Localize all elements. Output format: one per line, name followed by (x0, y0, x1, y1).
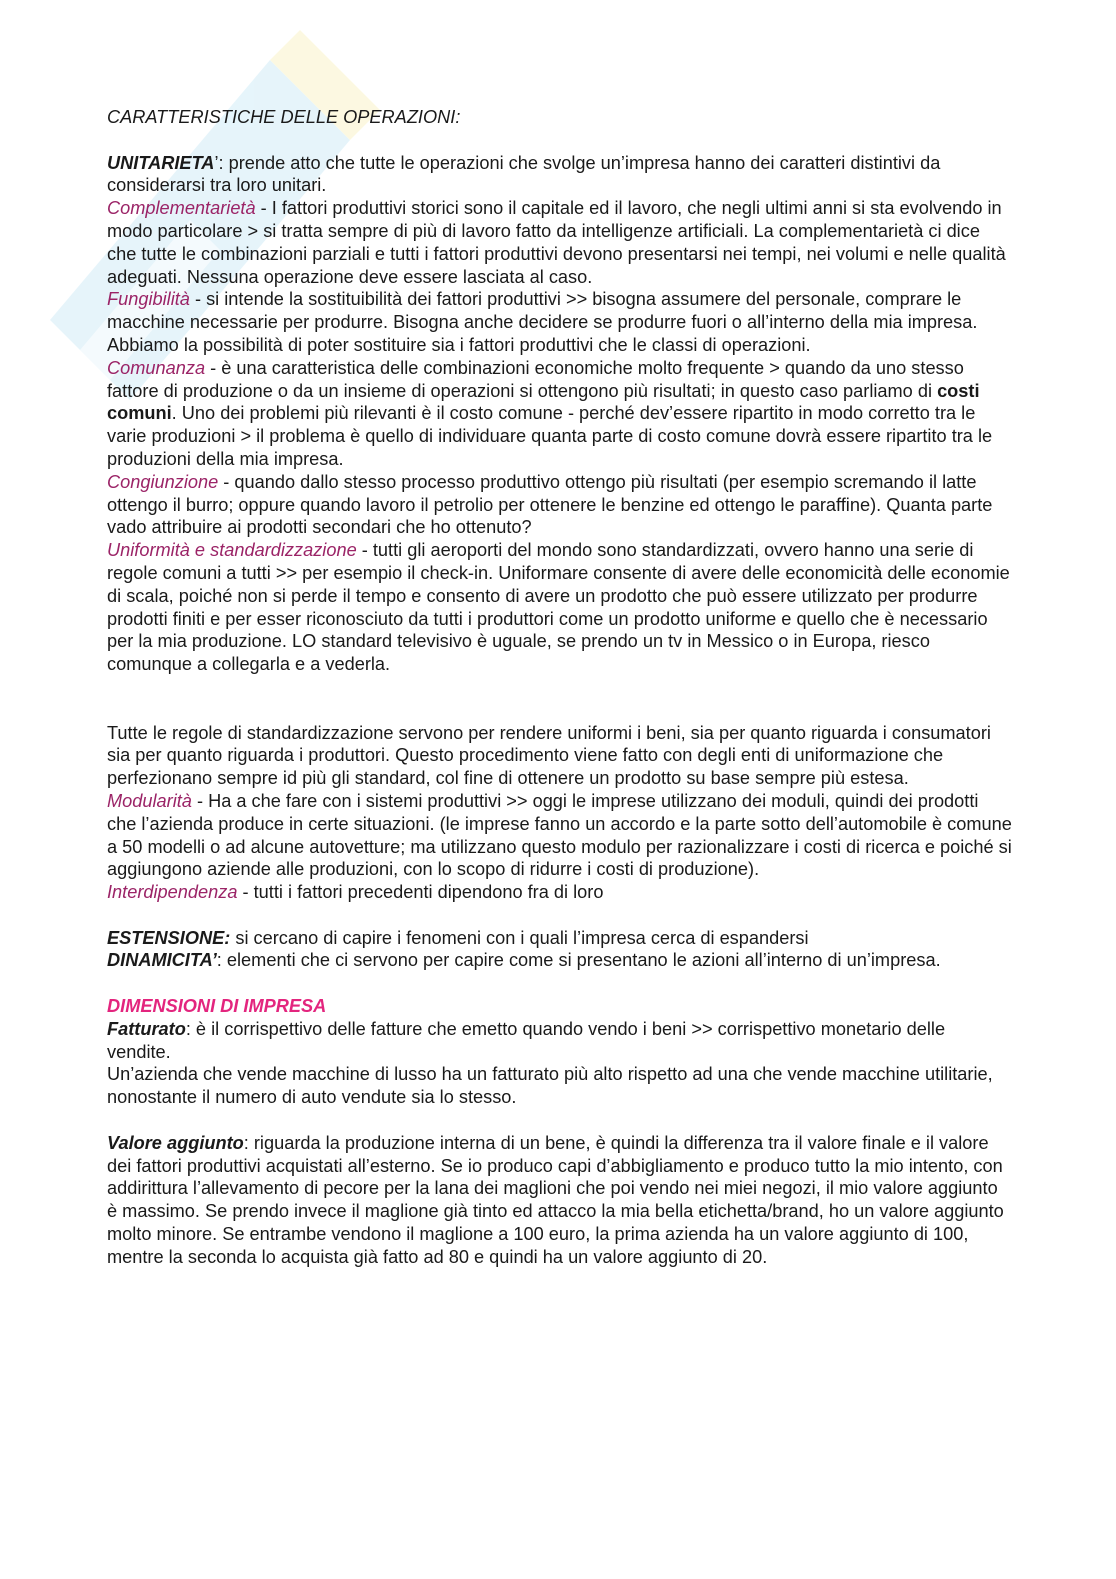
text-uniformita: - tutti gli aeroporti del mondo sono standardizzati, ovvero hanno una serie di regole comuni a tutti >> per esempio il check-in. Uniformare consente di avere delle economicità delle economie di scala, poiché non si perde il tempo e consento di avere un prodotto che può essere utilizzato per produrre prodotti finiti e per esser riconosciuto da tutti i produttori come un prodotto uniforme e quello che è necessario per la mia produzione. LO standard televisivo è uguale, se prendo un tv in Messico o in Europa, riesco comunque a collegarla e a vederla. (107, 540, 1010, 675)
text-comunanza-1: - è una caratteristica delle combinazioni economiche molto frequente > quando da uno stesso fattore di produzione o da un insieme di operazioni si ottengono più risultati; in questo caso parliamo di (107, 357, 964, 401)
paragraph-valore-aggiunto (107, 1132, 1012, 1269)
term-fungibilita: Fungibilità (107, 289, 190, 310)
text-congiunzione: - quando dallo stesso processo produttivo ottengo più risultati (per esempio scremando il latte ottengo il burro; oppure quando lavoro il petrolio per ottenere le benzine ed ottengo le paraffine). Quanta parte vado attribuire ai prodotti secondari che ho ottenuto? (107, 471, 993, 538)
paragraph-congiunzione (107, 471, 1012, 539)
term-costi-comuni: costi comuni (107, 380, 980, 424)
paragraph-fatturato-extra: Un’azienda che vende macchine di lusso ha un fatturato più alto rispetto ad una che vende macchine utilitarie, nonostante il numero di auto vendute sia lo stesso. (107, 1064, 993, 1108)
term-estensione: ESTENSIONE: (107, 927, 231, 948)
section-title: DIMENSIONI DI IMPRESA (107, 996, 327, 1017)
term-complementarieta: Complementarietà (107, 198, 256, 219)
text-valore-aggiunto: : riguarda la produzione interna di un bene, è quindi la differenza tra il valore finale e il valore dei fattori produttivi acquistati all’esterno. Se io produco capi d’abbigliamento e produco tutto la mio intento, con addirittura l’allevamento di pecore per la lana dei maglioni che poi vendo nei miei negozi, il mio valore aggiunto è massimo. Se prendo invece il maglione già tinto ed attacco la mia bella etichetta/brand, ho un valore aggiunto molto minore. Se entrambe vendono il maglione a 100 euro, la prima azienda ha un valore aggiunto di 100, mentre la seconda lo acquista già fatto ad 80 e quindi ha un valore aggiunto di 20. (107, 1132, 1004, 1267)
paragraph-fungibilita (107, 288, 1012, 334)
term-dinamicita: DINAMICITA’ (107, 950, 217, 971)
term-comunanza: Comunanza (107, 357, 206, 378)
text-dinamicita: : elementi che ci servono per capire come si presentano le azioni all’interno di un’impresa. (216, 950, 941, 971)
term-modularita: Modularità (107, 790, 192, 811)
text-interdipendenza: - tutti i fattori precedenti dipendono fra di loro (237, 882, 604, 903)
paragraph-fatturato (107, 1018, 1012, 1064)
paragraph-estensione (107, 927, 1012, 950)
paragraph-modularita (107, 790, 1012, 881)
paragraph-unitarieta (107, 152, 1012, 198)
text-fatturato: : è il corrispettivo delle fatture che emetto quando vendo i beni >> corrispettivo monetario delle vendite. (107, 1018, 946, 1062)
paragraph-uniformita (107, 539, 1012, 676)
paragraph-fungibilita-extra: Abbiamo la possibilità di poter sostituire sia i fattori produttivi che le classi di operazioni. (107, 334, 811, 355)
spacer (107, 1109, 1012, 1132)
term-uniformita: Uniformità e standardizzazione (107, 540, 357, 561)
text-modularita: - Ha a che fare con i sistemi produttivi >> oggi le imprese utilizzano dei moduli, quindi dei prodotti che l’azienda produce in certe situazioni. (le imprese fanno un accordo e la parte sotto dell’automobile è comune a 50 modelli o ad alcune autovetture; ma utilizzano questo modulo per razionalizzare i costi di ricerca e poiché si aggiungono aziende alle produzioni, con lo scopo di ridurre i costi di produzione). (107, 790, 1012, 880)
text-comunanza-2: . Uno dei problemi più rilevanti è il costo comune - perché dev’essere ripartito in modo corretto tra le varie produzioni > il problema è quello di individuare quanta parte di costo comune dovrà essere ripartito tra le produzioni della mia impresa. (107, 403, 993, 469)
paragraph-interdipendenza (107, 881, 1012, 904)
text-unitarieta: ’: prende atto che tutte le operazioni che svolge un’impresa hanno dei caratteri distintivi da considerarsi tra loro unitari. (107, 152, 941, 196)
paragraph-standardizzazione: Tutte le regole di standardizzazione servono per rendere uniformi i beni, sia per quanto riguarda i consumatori sia per quanto riguarda i produttori. Questo procedimento viene fatto con degli enti di uniformazione che perfezionano sempre id più gli standard, col fine di ottenere un prodotto su base sempre più estesa. (107, 722, 991, 789)
page-title: CARATTERISTICHE DELLE OPERAZIONI: (107, 107, 461, 127)
document-body (107, 106, 1012, 1269)
term-congiunzione: Congiunzione (107, 471, 219, 492)
spacer (107, 972, 1012, 995)
text-estensione: si cercano di capire i fenomeni con i quali l’impresa cerca di espandersi (230, 927, 809, 948)
term-valore-aggiunto: Valore aggiunto (107, 1132, 244, 1153)
text-complementarieta: - I fattori produttivi storici sono il capitale ed il lavoro, che negli ultimi anni si sta evolvendo in modo particolare > si tratta sempre di più di lavoro fatto da intelligenze artificiali. La complementarietà ci dice che tutte le combinazioni parziali e tutti i fattori produttivi devono presentarsi nei tempi, nei volumi e nelle qualità adeguati. Nessuna operazione deve essere lasciata al caso. (107, 198, 1006, 287)
term-unitarieta: UNITARIETA (107, 152, 215, 173)
paragraph-comunanza (107, 357, 1012, 471)
paragraph-complementarieta (107, 197, 1012, 288)
spacer (107, 904, 1012, 927)
term-fatturato: Fatturato (107, 1018, 186, 1039)
text-fungibilita: - si intende la sostituibilità dei fattori produttivi >> bisogna assumere del personale, comprare le macchine necessarie per produrre. Bisogna anche decidere se produrre fuori o all’interno della mia impresa. (107, 289, 978, 333)
term-interdipendenza: Interdipendenza (107, 882, 238, 903)
paragraph-dinamicita (107, 949, 1012, 972)
spacer (107, 676, 1012, 722)
